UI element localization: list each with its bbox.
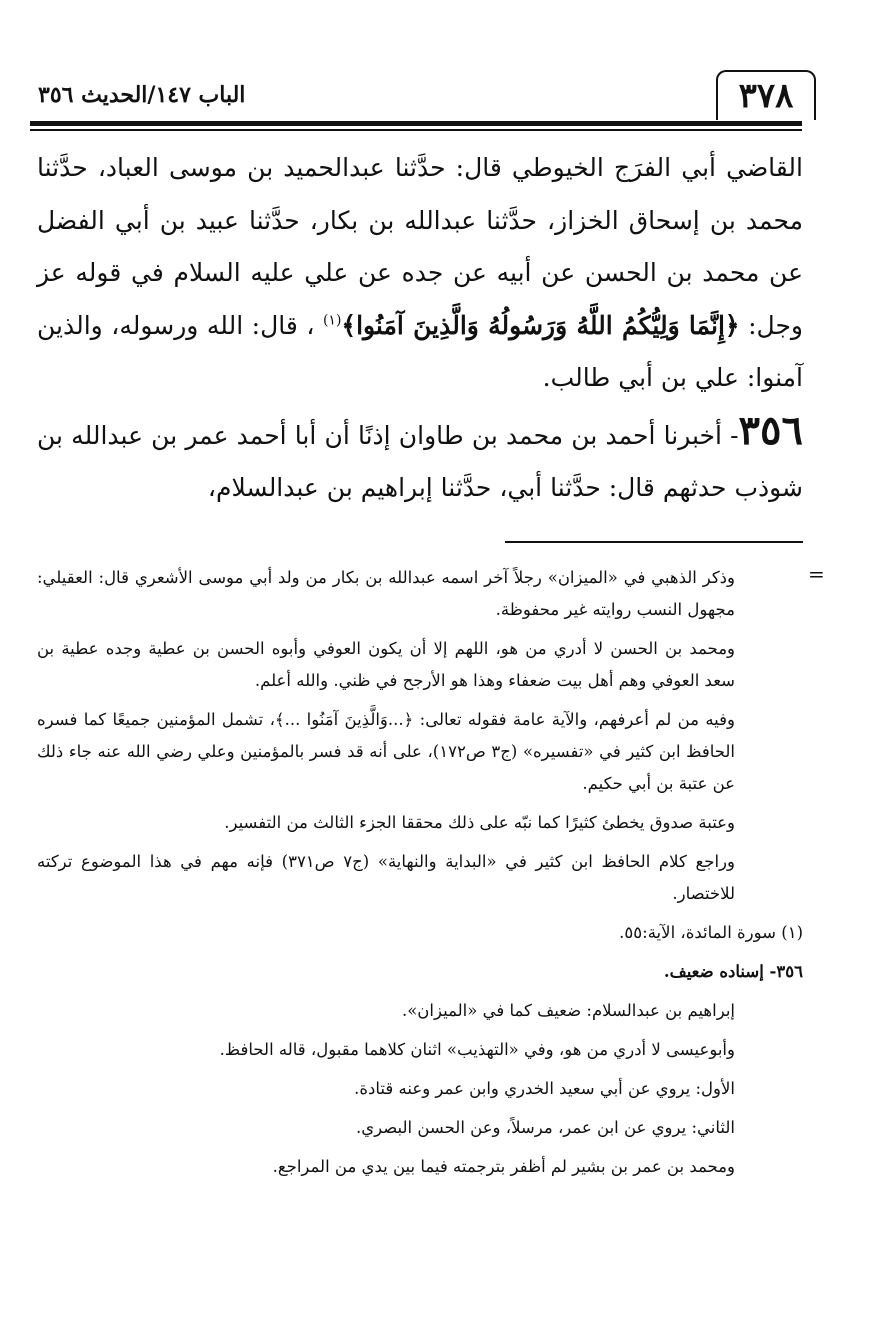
page-number: ٣٧٨ xyxy=(716,70,816,120)
note-paragraph: وأبوعيسى لا أدري من هو، وفي «التهذيب» اثنان كلاهما مقبول، قاله الحافظ. xyxy=(219,1040,735,1059)
footnote-separator xyxy=(505,541,803,543)
quran-verse: ﴿إِنَّمَا وَلِيُّكُمُ اللَّهُ وَرَسُولُهُ وَالَّذِينَ آمَنُوا﴾ xyxy=(341,310,740,340)
note-paragraph: وراجع كلام الحافظ ابن كثير في «البداية والنهاية» (ج٧ ص٣٧١) فإنه مهم في هذا الموضوع تركته للاختصار. xyxy=(37,852,735,903)
header-rule-thin xyxy=(30,129,802,131)
note-paragraph: ومحمد بن عمر بن بشير لم أظفر بترجمته فيما بين يدي من المراجع. xyxy=(272,1157,735,1176)
footnote-356-heading: ٣٥٦- إسناده ضعيف. xyxy=(663,962,803,981)
header-rule-thick xyxy=(30,121,802,126)
hadith-356-text xyxy=(37,405,803,515)
note-paragraph: ومحمد بن الحسن لا أدري من هو، اللهم إلا أن يكون العوفي وأبوه الحسن بن عطية وجده عطية بن سعد العوفي وهم أهل بيت ضعفاء وهذا هو الأرجح في ظني. والله أعلم. xyxy=(37,639,735,690)
note-paragraph: وفيه من لم أعرفهم، والآية عامة فقوله تعالى: ﴿...وَالَّذِينَ آمَنُوا ...﴾، تشمل المؤمنين جميعًا كما فسره الحافظ ابن كثير في «تفسيره» (ج٣ ص١٧٢)، على أنه قد فسر بالمؤمنين وعلي رضي الله عنه جاء ذلك عن عتبة بن أبي حكيم. xyxy=(37,710,735,793)
footnotes xyxy=(37,562,803,1190)
footnote-1: (١) سورة المائدة، الآية:٥٥. xyxy=(619,923,803,942)
note-paragraph: إبراهيم بن عبدالسلام: ضعيف كما في «الميزان». xyxy=(401,1001,735,1020)
note-paragraph: الأول: يروي عن أبي سعيد الخدري وابن عمر وعنه قتادة. xyxy=(354,1079,735,1098)
hadith-number: ٣٥٦ xyxy=(738,406,803,454)
note-paragraph: الثاني: يروي عن ابن عمر، مرسلاً، وعن الحسن البصري. xyxy=(355,1118,735,1137)
note-paragraph: وعتبة صدوق يخطئ كثيرًا كما نبّه على ذلك محققا الجزء الثالث من التفسير. xyxy=(224,813,735,832)
continuation-mark: = xyxy=(808,562,825,586)
hadith-356-chain: - أخبرنا أحمد بن محمد بن طاوان إذنًا أن أبا أحمد عمر بن عبدالله بن شوذب حدثهم قال: حدَّثنا أبي، حدَّثنا إبراهيم بن عبدالسلام، xyxy=(37,420,803,502)
hadith-355-text xyxy=(37,142,803,405)
note-paragraph: وذكر الذهبي في «الميزان» رجلاً آخر اسمه عبدالله بن بكار من ولد أبي موسى الأشعري قال: العقيلي: مجهول النسب روايته غير محفوظة. xyxy=(37,568,735,619)
hadith-355-chain: القاضي أبي الفرَج الخيوطي قال: حدَّثنا عبدالحميد بن موسى العباد، حدَّثنا محمد بن إسحاق الخزاز، حدَّثنا عبدالله بن بكار، حدَّثنا عبيد بن أبي الفضل عن محمد بن الحسن عن أبيه عن جده عن علي عليه السلام في قوله عز وجل: xyxy=(37,153,803,340)
hadith-355-ending: ، قال: الله ورسوله، والذين آمنوا: علي بن أبي طالب. xyxy=(37,310,803,392)
chapter-reference: الباب ١٤٧/الحديث ٣٥٦ xyxy=(38,82,246,108)
main-text xyxy=(37,142,803,515)
footnote-ref-1: (١) xyxy=(322,312,342,329)
page-header xyxy=(30,62,852,128)
